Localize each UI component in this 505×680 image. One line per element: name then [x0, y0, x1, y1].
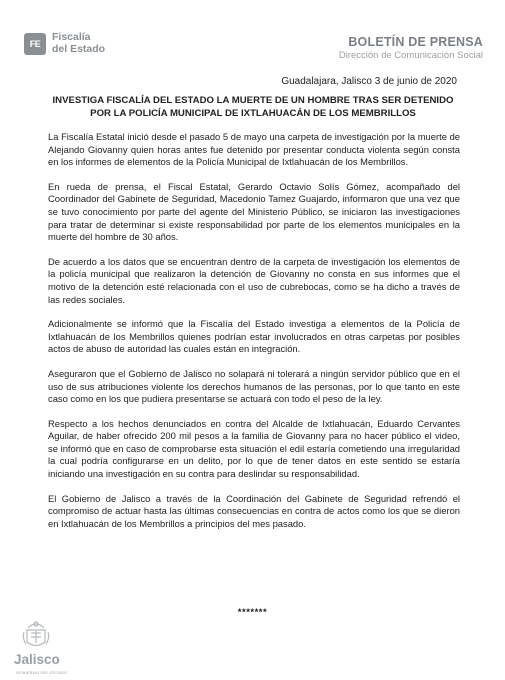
paragraph: Adicionalmente se informó que la Fiscalía del Estado investiga a elementos de la Policía de Ixtlahuacán de los Membrillos quienes podrían estar involucrados en otras carpetas por posibles actos de abuso de autoridad las cuales están en integración.: [48, 318, 460, 355]
jalisco-logo: [14, 618, 74, 676]
document-body: [48, 131, 460, 542]
document-headline: INVESTIGA FISCALÍA DEL ESTADO LA MUERTE DE UN HOMBRE TRAS SER DETENIDO POR LA POLICÍA MUNICIPAL DE IXTLAHUACÁN DE LOS MEMBRILLOS: [52, 95, 454, 119]
letterhead: [0, 0, 505, 70]
paragraph: Aseguraron que el Gobierno de Jalisco no solapará ni tolerará a ningún servidor público que en el uso de sus atribuciones violente los derechos humanos de las personas, por lo que tanto en este caso como en los que pudiera presentarse se actuará con todo el peso de la ley.: [48, 367, 460, 405]
logo-initials: FE: [29, 39, 41, 49]
bulletin-heading: [339, 35, 483, 61]
bulletin-subtitle: Dirección de Comunicación Social: [338, 50, 483, 61]
paragraph: Respecto a los hechos denunciados en contra del Alcalde de Ixtlahuacán, Eduardo Cervantes Aguilar, de haber ofrecido 200 mil pesos a la familia de Giovanny para no hacer público el video, se informó que en caso de comprobarse esta situación el edil estaría cometiendo una irregularidad la cual podría configurarse en un delito, por lo que de tener datos en este sentido se estaría iniciando una investigación en su contra para deslindar su responsabilidad.: [48, 417, 460, 480]
jalisco-emblem-icon: [22, 618, 50, 650]
paragraph: El Gobierno de Jalisco a través de la Coordinación del Gabinete de Seguridad refrendó el compromiso de actuar hasta las últimas consecuencias en contra de actos como los que se dieron en Ixtlahuacán de los Membrillos a principios del mes pasado.: [48, 492, 460, 529]
logo-line-2: del Estado: [52, 43, 106, 55]
jalisco-subtitle: GOBIERNO DEL ESTADO: [16, 670, 68, 675]
fiscalia-logo-text: [52, 31, 105, 55]
logo-line-1: Fiscalía: [52, 31, 91, 43]
document-date: Guadalajara, Jalisco 3 de junio de 2020: [281, 76, 457, 87]
end-mark: *******: [237, 607, 268, 618]
bulletin-title: BOLETÍN DE PRENSA: [348, 35, 483, 49]
paragraph: En rueda de prensa, el Fiscal Estatal, Gerardo Octavio Solís Gómez, acompañado del Coordinador del Gabinete de Seguridad, Macedonio Tamez Guajardo, informaron que una vez que se tuvo conocimiento por parte del agente del Ministerio Público, se iniciaron las investigaciones para tratar de determinar si existe responsabilidad por parte de los elementos municipales en la muerte del hombre de 30 años.: [48, 180, 460, 243]
jalisco-wordmark: Jalisco: [14, 652, 60, 667]
paragraph: De acuerdo a los datos que se encuentran dentro de la carpeta de investigación los elementos de la policía municipal que realizaron la detención de Giovanny no consta en sus informes que el motivo de la detención esté relacionada con el uso de cubrebocas, como se ha dicho a través de las redes sociales.: [48, 255, 460, 305]
paragraph: La Fiscalía Estatal inició desde el pasado 5 de mayo una carpeta de investigación por la muerte de Alejando Giovanny quien horas antes fue detenido por presentar conducta violenta según consta en los informes de elementos de la Policía Municipal de Ixtlahuacán de los Membrillos.: [48, 131, 460, 168]
fiscalia-logo-icon: [24, 33, 46, 55]
